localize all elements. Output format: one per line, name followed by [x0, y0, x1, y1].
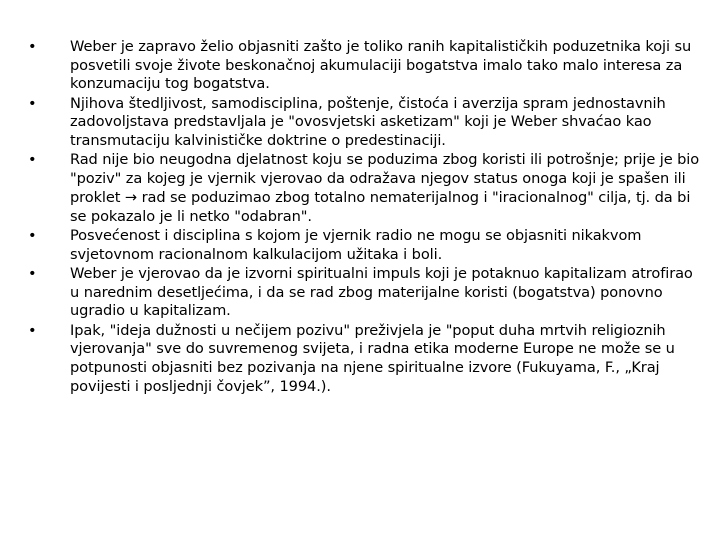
bullet-item [28, 322, 700, 397]
bullet-marker: • [28, 264, 37, 282]
bullet-marker: • [28, 321, 37, 339]
bullet-item [28, 95, 700, 151]
bullet-item [28, 38, 700, 94]
bullet-marker: • [28, 38, 37, 55]
bullet-text: Ipak, "ideja dužnosti u nečijem pozivu" preživjela je "poput duha mrtvih religioznih vjerovanja" sve do suvremenog svijeta, i radna etika moderne Europe ne može se u potpunosti objasniti bez pozivanja na njene spiritualne izvore (Fukuyama, F., „Kraj povijesti i posljednji čovjek”, 1994.). [70, 321, 675, 395]
bullet-text: Weber je zapravo želio objasniti zašto je toliko ranih kapitalističkih poduzetnika koji su posvetili svoje živote beskonačnoj akumulaciji bogatstva imalo tako malo interesa za konzumaciju tog bogatstva. [70, 38, 692, 93]
bullet-marker: • [28, 226, 37, 244]
bullet-item [28, 151, 700, 226]
bullet-text: Posvećenost i disciplina s kojom je vjernik radio ne mogu se objasniti nikakvom svjetovnom racionalnom kalkulacijom užitaka i boli. [70, 226, 642, 263]
bullet-marker: • [28, 94, 37, 112]
bullet-marker: • [28, 151, 37, 169]
bullet-text: Weber je vjerovao da je izvorni spiritualni impuls koji je potaknuo kapitalizam atrofirao u narednim desetljećima, i da se rad zbog materijalne koristi (bogatstva) ponovno ugradio u kapitalizam. [70, 264, 693, 320]
bullet-item [28, 265, 700, 321]
bullet-list [28, 38, 700, 397]
bullet-text: Njihova štedljivost, samodisciplina, poštenje, čistoća i averzija spram jednostavnih zadovoljstava predstavljala je "ovosvjetski asketizam" koji je Weber shvaćao kao transmutaciju kalvinističke doktrine o predestinaciji. [70, 94, 666, 150]
bullet-item [28, 227, 700, 264]
bullet-text: Rad nije bio neugodna djelatnost koju se poduzima zbog koristi ili potrošnje; prije je bio "poziv" za kojeg je vjernik vjerovao da odražava njegov status onoga koji je spašen ili proklet → rad se poduzimao zbog totalno nematerijalnog i "iracionalnog" cilja, tj. da bi se pokazalo je li netko "odabran". [70, 151, 700, 225]
